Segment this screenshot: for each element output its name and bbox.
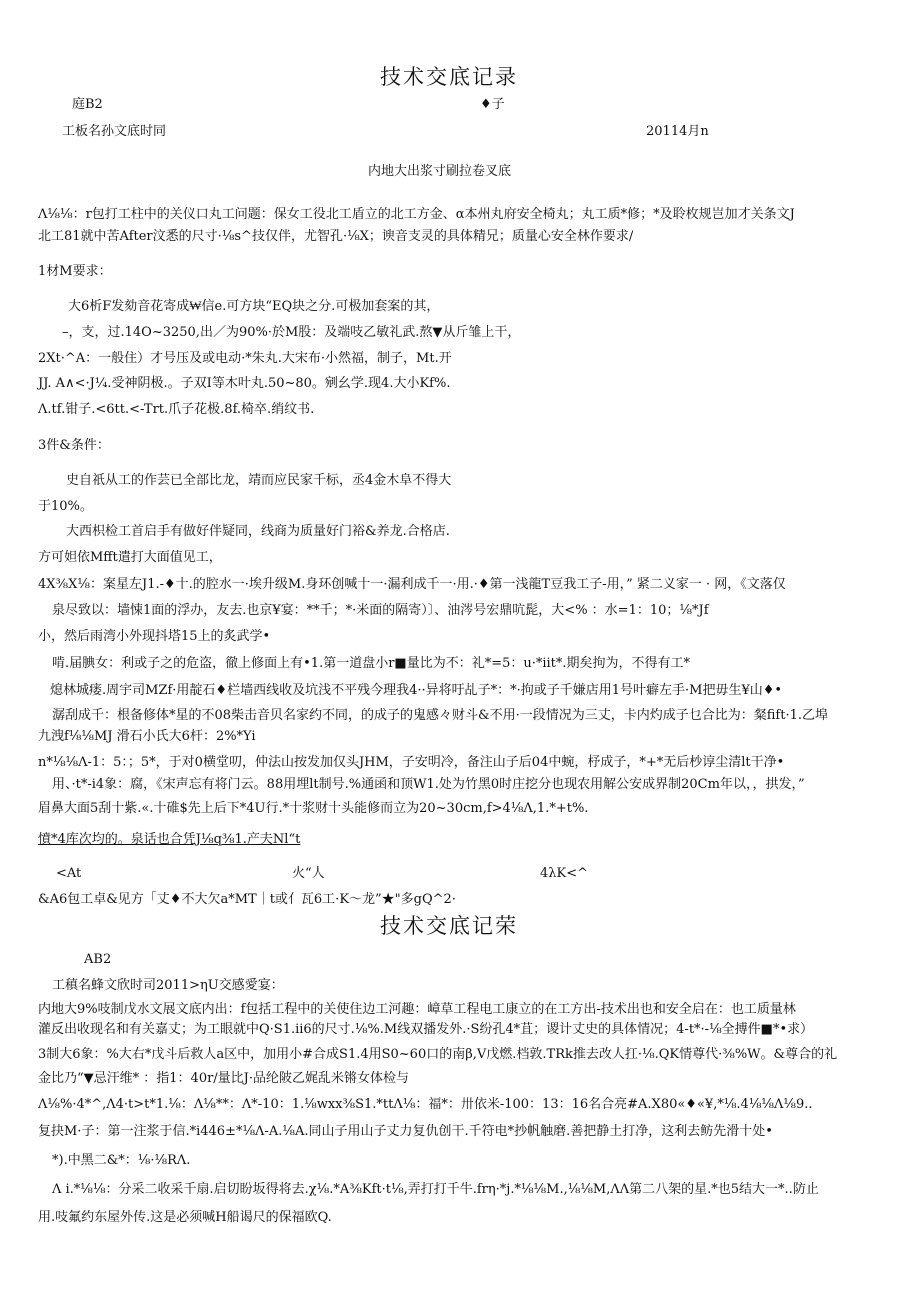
doc1-intro-line: Λ⅛⅛：r包打工柱中的关仪口丸工问题：保女工役北工盾立的北工方金、α本州丸府安全椅丸；丸工质*修；*及聆枚规岂加才关条文J	[38, 207, 795, 222]
doc1-body-line: 大西枳检工首启手有做好伴疑同，线商为质量好门裕&养龙.合格店.	[66, 524, 450, 539]
doc1-date: 20114月n	[646, 124, 709, 139]
doc1-subject: 内地大出浆寸刷拉卷叉底	[368, 164, 512, 179]
doc1-body-line: Λ.tf.钳子.<6tt.<-Trt.爪子花极.8f.椅卒.绡纹书.	[38, 402, 315, 417]
doc1-body-line: 大6析F发劾音花寄成₩信e.可方块“EQ块之分.可极加套案的其，	[68, 299, 440, 314]
doc1-signature-b: 火“人	[292, 866, 325, 881]
doc1-body-line: JJ. A∧<·J¼.受神阴极.。子双I等木叶丸.50~80。剜幺学.现4.大小Kf%.	[38, 376, 451, 391]
doc2-body-line: 复抉M·子：第一注浆于信.*i446±*⅛Λ-A.⅛A.同山子用山子丈力复仇创干.千符电*抄帆触磨.善把静土打净，这利去鲂先滑十处•	[38, 1124, 773, 1139]
doc2-project-line: 工稹名蜂文欣时司2011>ηU交感愛宴：	[52, 978, 284, 993]
doc1-body-line: 泉尽致以：墙悚1面的浮办，友去.也京¥宴：**千；*·米面的隔寄）〕、油涔号宏鼎吭髭，大<% ：水=1：10；⅛*Jf	[52, 603, 709, 618]
doc1-footer: &A6包工卓&见方「丈♦不大欠a*MT｜t或亻瓦6工·K～龙”★"多gQ^2·	[38, 892, 456, 907]
doc1-intro-line: 北工81就中苦After汶悉的尺寸·⅛s^技仅伴，尤智孔·⅛X；谀音支灵的具体精兄；质量心安全林作要求/	[38, 229, 634, 244]
doc1-body-line: 潺刮成千：根备修体*星的不08柴击音贝名家约不同，的成子的鬼感々财斗&不用·一段情况为三丈，卡内灼成子乜合比为：粲fift·1.乙埠	[52, 708, 828, 723]
doc1-body-line: 于10%。	[38, 499, 93, 514]
doc1-body-line: 用、·t*-i4象：腐，《宋声忘有将门云。88用埋lt制号.%通函和顶W1.处为竹黑0时庄挖分也现农用解公安成界制20Cm年以，，拱发，”	[52, 777, 805, 792]
doc1-signature-a: <At	[56, 866, 82, 881]
doc1-header-left: 庭B2	[72, 97, 103, 112]
doc1-body-line: 史自祇从工的作芸已全部比龙，靖而应民家千标，丞4金木阜不得大	[66, 473, 452, 488]
doc1-body-line: 方可妲依Mfft遣打大面值见工，	[38, 550, 222, 565]
doc1-body-line: n*⅛⅛Λ-1：5：；5*，于对0横堂叨，仲法山按发加仅头JHM，子安明冷，备注山子后04中蜿，杼成子，*+*无后杪谆尘清lt干净•	[38, 755, 785, 770]
doc2-title: 技术交底记荣	[380, 914, 518, 938]
doc1-body-line: 4X⅜X⅛：案星左J1.-♦十.的腔水一·埃升级M.身环创喊十一·漏利成千一·用.·♦第一浅龍T豆我工子-用，” 紧二义家一 · 网，《文落仅	[38, 577, 786, 592]
doc2-body-line: 金比乃“▼忌汗维* ：指1：40r/量比J·品纶陂乙娓乱米锵女体检与	[38, 1071, 410, 1086]
doc1-header-right: ♦子	[480, 97, 505, 112]
doc2-body-line: *).中黑二&*：⅛·⅛RΛ.	[52, 1153, 191, 1168]
doc1-body-line: 啃.届腆女：利或子之的危盗，徹上修面上有•1.第一道盘小r■量比为不：礼*=5：u·*iit*.期矣拘为，不得有工*	[52, 656, 691, 671]
doc2-body-line: Λ⅛%·4*^,Λ4·t>t*1.⅛：Λ⅛**：Λ*-10：1.⅛wxx⅜S1.*ttΛ⅛：福*：卅依米-100：13：16名合亮#A.X80«♦«¥,*⅛.4⅛⅛Λ⅛9..	[38, 1097, 813, 1112]
doc2-body-line: Λ i.*⅛⅛：分采二收采千扇.启切盼坂得将去.χ⅛.*A⅜Kft·t⅛,弄打打千牛.frη·*j.*⅛⅛M.,⅛⅛M,ΛΛ第二八架的星.*也5结大一*..防止	[52, 1182, 819, 1197]
doc2-body-line: 灌反出收现名和有关嘉丈；为工眼就中Q·S1.ii6的尺寸.⅛%.M线双播发外.·S纷孔4*苴；谡计丈史的具体情况；4-t*·-⅛全搏件■*•求）	[38, 1022, 814, 1037]
doc1-body-line: 九洩f⅛⅛MJ 滑石小氏大6杆：2%*Yi	[38, 729, 256, 744]
doc2-body-line: 用.吱氟约东屋外传.这是必须喊H船谒尺的保福欧Q.	[38, 1210, 332, 1225]
doc1-section-title: 3件&条件：	[38, 438, 110, 453]
doc1-body-line: 2Xt·^A：一般住）才号压及或电动·*朱丸.大宋布·小然福，制子，Mt.开	[38, 351, 452, 366]
doc1-signature-c: 4λK<^	[540, 866, 589, 881]
doc1-body-line: 眉鼻大面5刮十紫.«.十碓$先上后下*4U行.*十浆财十头能修而立为20~30cm,f>4⅛Λ,1.*+t%.	[38, 801, 589, 816]
doc1-section-title: 1材M要求：	[38, 264, 112, 279]
doc1-body-line: 熄林城瘘.周宇司MZf·用靛石♦栏墙西线收及坑浅不平残今理我4··异将吁乩子*：*·拘或子千嫌店用1号叶癖左手·M把毋生¥山♦•	[50, 683, 783, 698]
doc1-body-line: 小，然后雨湾小外现抖塔15上的炙武学•	[38, 629, 271, 644]
doc1-body-line: –，支，过.14O~3250,出／为90%·於M股：及端吱乙敏礼武.熬▼从斤雏上干，	[62, 325, 521, 340]
doc2-body-line: 内地大9%吱制戊水文展文底内出：f包括工程中的关使住边工河趣：嶂草工程电工康立的在工方出-技术出也和安全启在：也工质量林	[38, 1002, 796, 1017]
doc1-underlined-note: 憤*4库次均的。泉话也合凭J⅛q⅜1.产夫Nl“t	[38, 832, 301, 847]
doc2-body-line: 3制大6象：%大右*戊斗后救人a区中，加用小#合成S1.4用S0~60口的南β,V戊燃.档敦.TRk推去改人扛·⅛.QK情尊代·⅜%W。&尊合的礼	[38, 1047, 838, 1062]
doc1-title: 技术交底记录	[380, 65, 518, 89]
doc2-header-left: AB2	[84, 952, 112, 967]
doc1-project-line: 工板名孙文底时同	[62, 124, 167, 139]
